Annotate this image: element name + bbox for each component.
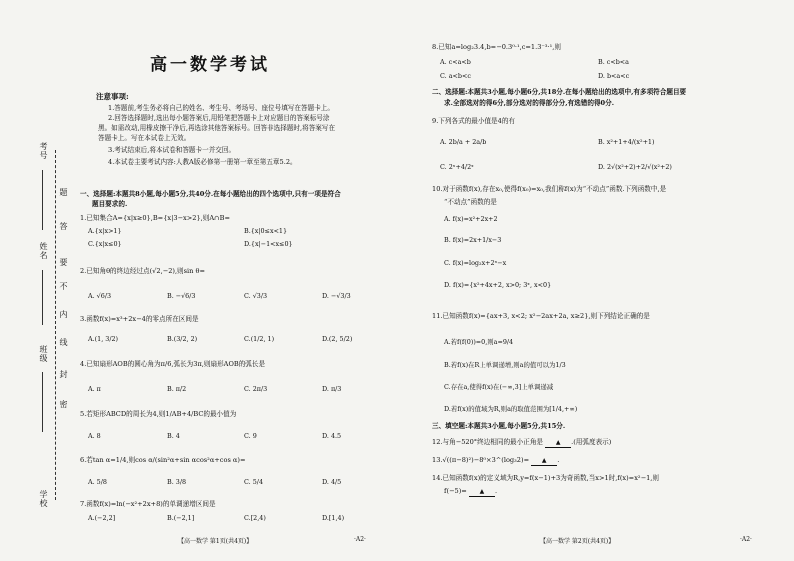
fill-question xyxy=(432,438,611,448)
section3-intro: 三、填空题:本题共3小题,每小题5分,共15分. xyxy=(432,422,566,430)
option: D.[1,4) xyxy=(322,514,345,522)
option: D.{x|−1<x≤0} xyxy=(244,240,293,248)
page-footer: 【高一数学 第1页(共4页)】 xyxy=(178,538,253,545)
seal-word: 要 xyxy=(59,258,68,267)
option: C. 5/4 xyxy=(244,478,264,486)
label-school: 学校 xyxy=(39,490,48,508)
question-stem: 4.已知扇形AOB的圆心角为π/6,弧长为3π,则扇形AOB的弧长是 xyxy=(80,360,266,368)
section2-intro: 二、选择题:本题共3小题,每小题6分,共18分.在每小题给出的选项中,有多项符合题目要 xyxy=(432,88,687,96)
answer-blank[interactable] xyxy=(469,487,498,497)
line-exam-number xyxy=(42,170,43,230)
question-stem: 1.已知集合A={x|x≥0},B={x|3−x>2},则A∩B= xyxy=(80,214,231,222)
option: C.(1/2, 1) xyxy=(244,335,275,343)
question-stem: 11.已知函数f(x)={ax+3, x<2; x²−2ax+2a, x≥2},则下列结论正确的是 xyxy=(432,312,650,320)
notice-line: 2.回答选择题时,选出每小题答案后,用铅笔把答题卡上对应题目的答案标号涂 xyxy=(108,114,330,122)
seal-word: 内 xyxy=(59,310,68,319)
seal-word: 不 xyxy=(59,282,68,291)
notice-line: 黑。如需改动,用橡皮擦干净后,再选涂其他答案标号。回答非选择题时,将答案写在 xyxy=(98,124,336,132)
question-stem: 6.若tan α=1/4,则cos α/(sin²α+sin αcos²α+cos α)= xyxy=(80,456,246,464)
option: A.若f(f(0))=0,则a=9/4 xyxy=(444,338,514,346)
page-code: ·A2· xyxy=(740,536,752,543)
option: B.(−2,1] xyxy=(167,514,195,522)
binding-strip xyxy=(8,20,70,545)
option: D. 2√(x²+2)+2/√(x²+2) xyxy=(598,163,672,171)
option: C.[2,4) xyxy=(244,514,266,522)
question-stem: 14.已知函数f(x)的定义域为R,y=f(x−1)+3为奇函数,当x>1时,f(x)=x²−1,则 xyxy=(432,474,659,482)
triangle-icon: ▲ xyxy=(479,488,485,495)
answer-blank[interactable] xyxy=(531,456,560,466)
seal-word: 密 xyxy=(59,400,68,409)
option: B. 4 xyxy=(167,432,180,440)
line-name xyxy=(42,270,43,325)
option: C. 2ˣ+4/2ˣ xyxy=(440,163,474,171)
option: D. f(x)={x²+4x+2, x>0; 3ˣ, x<0} xyxy=(444,281,552,289)
notice-line: 1.答题前,考生务必将自己的姓名、考生号、考场号、座位号填写在答题卡上。 xyxy=(108,104,334,112)
option: D. b<a<c xyxy=(598,72,630,80)
question-stem: f(−5)= xyxy=(444,487,467,495)
seal-word: 封 xyxy=(59,370,68,379)
option: B. −√6/3 xyxy=(167,292,196,300)
seal-word: 答 xyxy=(59,222,68,231)
line-class xyxy=(42,372,43,432)
option: D. 4/5 xyxy=(322,478,342,486)
section1-intro: 题目要求的. xyxy=(92,200,128,208)
option: A. √6/3 xyxy=(88,292,112,300)
question-stem: 10.对于函数f(x),存在x₀,使得f(x₀)=x₀,我们称f(x)为“不动点”函数.下列函数中,是 xyxy=(432,185,667,193)
label-exam-number: 考号 xyxy=(39,142,48,160)
option: D.若f(x)的值域为R,则a的取值范围为[1/4,+∞) xyxy=(444,405,578,413)
option: B.(3/2, 2) xyxy=(167,335,198,343)
answer-blank[interactable] xyxy=(545,438,571,448)
option: C.存在a,使得f(x)在(−∞,3]上单调递减 xyxy=(444,383,554,391)
option: B. π/2 xyxy=(167,385,187,393)
question-stem: “不动点”函数的是 xyxy=(444,198,497,206)
option: C. 9 xyxy=(244,432,257,440)
option: A. f(x)=x²+2x+2 xyxy=(444,215,498,223)
question-stem: 3.函数f(x)=x³+2x−4的零点所在区间是 xyxy=(80,315,199,323)
option: C. √3/3 xyxy=(244,292,268,300)
option: C. a<b<c xyxy=(440,72,471,80)
notice-heading: 注意事项: xyxy=(96,92,129,101)
option: A.(−2,2] xyxy=(88,514,116,522)
option: A. 2b/a + 2a/b xyxy=(440,138,487,146)
question-stem: 9.下列各式的最小值是4的有 xyxy=(432,117,516,125)
option: B. c<b<a xyxy=(598,58,629,66)
question-tail: . xyxy=(557,456,560,464)
question-stem: 2.已知角θ的终边经过点(√2,−2),则sin θ= xyxy=(80,267,205,275)
label-class: 班级 xyxy=(39,345,48,363)
option: D. −√3/3 xyxy=(322,292,351,300)
seal-word: 题 xyxy=(59,188,68,197)
question-tail: . xyxy=(494,487,498,495)
fill-question xyxy=(432,456,559,466)
question-stem: 8.已知a=log₂3.4,b=−0.3⁰·¹,c=1.3⁻³·¹,则 xyxy=(432,43,561,51)
page-footer: 【高一数学 第2页(共4页)】 xyxy=(540,538,615,545)
option: A. π xyxy=(88,385,101,393)
option: C. f(x)=log₂x+2ˣ−x xyxy=(444,259,507,267)
triangle-icon: ▲ xyxy=(555,439,561,446)
option: A.(1, 3/2) xyxy=(88,335,119,343)
question-stem: 5.若矩形ABCD的周长为4,则1/AB+4/BC的最小值为 xyxy=(80,410,237,418)
option: B. f(x)=2x+1/x−3 xyxy=(444,236,502,244)
question-stem: 13.√((π−8)²)−8⁰×3^(log₃2)= xyxy=(432,456,530,464)
triangle-icon: ▲ xyxy=(541,457,547,464)
label-name: 姓名 xyxy=(39,242,48,260)
fill-question xyxy=(444,487,497,497)
question-stem: 12.与角−520°终边相同的最小正角是 xyxy=(432,438,544,446)
option: B. 3/8 xyxy=(167,478,187,486)
section1-intro: 一、选择题:本题共8小题,每小题5分,共40分.在每小题给出的四个选项中,只有一项是符合 xyxy=(80,190,341,198)
page-code: ·A2· xyxy=(354,536,366,543)
seal-word: 线 xyxy=(59,338,68,347)
question-stem: 7.函数f(x)=ln(−x²+2x+8)的单调递增区间是 xyxy=(80,500,216,508)
exam-title: 高一数学考试 xyxy=(150,55,270,75)
option: B.若f(x)在R上单调递增,则a的值可以为1/3 xyxy=(444,361,566,369)
question-tail: .(用弧度表示) xyxy=(571,438,612,446)
notice-line: 3.考试结束后,将本试卷和答题卡一并交回。 xyxy=(108,146,236,154)
option: D. 4.5 xyxy=(322,432,342,440)
notice-line: 4.本试卷主要考试内容:人教A版必修第一册第一章至第五章5.2。 xyxy=(108,158,297,166)
notice-line: 答题卡上。写在本试卷上无效。 xyxy=(98,134,191,142)
option: B.{x|0≤x<1} xyxy=(244,227,288,235)
option: A. 8 xyxy=(88,432,101,440)
seal-dashed-line xyxy=(55,150,56,500)
option: D. π/3 xyxy=(322,385,342,393)
option: A. c<a<b xyxy=(440,58,471,66)
option: A. 5/8 xyxy=(88,478,107,486)
option: C.{x|x≤0} xyxy=(88,240,122,248)
option: D.(2, 5/2) xyxy=(322,335,353,343)
option: A.{x|x>1} xyxy=(88,227,122,235)
section2-intro: 求.全部选对的得6分,部分选对的得部分分,有选错的得0分. xyxy=(444,99,615,107)
option: C. 2π/3 xyxy=(244,385,268,393)
option: B. x²+1+4/(x²+1) xyxy=(598,138,655,146)
